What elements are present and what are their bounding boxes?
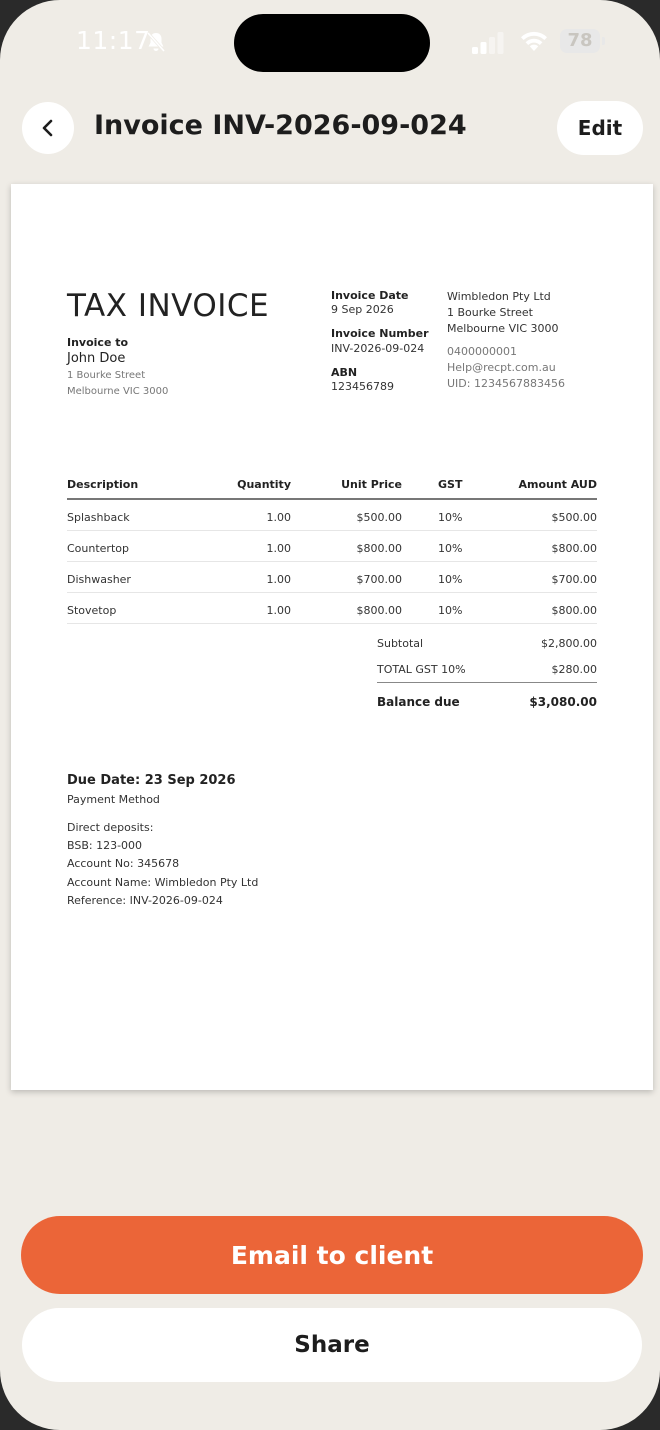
business-name: Wimbledon Pty Ltd [447,290,551,303]
item-quantity: 1.00 [266,511,291,524]
bell-slash-icon [144,30,168,54]
client-name: John Doe [67,351,126,366]
item-gst: 10% [438,573,463,586]
business-address-line-1: 1 Bourke Street [447,306,533,319]
abn-label: ABN [331,366,358,379]
item-amount: $700.00 [551,573,597,586]
business-email: Help@recpt.com.au [447,361,556,374]
table-row [67,500,597,531]
item-amount: $500.00 [551,511,597,524]
item-gst: 10% [438,542,463,555]
item-quantity: 1.00 [266,573,291,586]
edit-button[interactable]: Edit [557,101,643,155]
column-header-gst: GST [438,478,463,491]
column-header-amount: Amount AUD [518,478,597,491]
table-row [67,531,597,562]
item-description: Splashback [67,511,130,524]
status-time: 11:17 [76,26,151,55]
item-quantity: 1.00 [266,542,291,555]
subtotal-value: $2,800.00 [541,637,597,650]
payment-method-label: Payment Method [67,793,160,806]
signal-icon [472,32,504,54]
due-date: Due Date: 23 Sep 2026 [67,773,236,788]
item-description: Countertop [67,542,129,555]
item-amount: $800.00 [551,604,597,617]
table-row [67,562,597,593]
invoice-number: INV-2026-09-024 [331,342,425,355]
email-to-client-button[interactable]: Email to client [21,1216,643,1294]
dynamic-island [234,14,430,72]
payment-line: Reference: INV-2026-09-024 [67,894,223,907]
gst-total-label: TOTAL GST 10% [377,663,466,676]
subtotal-label: Subtotal [377,637,424,650]
subtotal-row [377,630,597,656]
business-uid: UID: 1234567883456 [447,377,565,390]
gst-total-row [377,656,597,683]
item-gst: 10% [438,604,463,617]
page-title: Invoice INV-2026-09-024 [94,110,467,141]
chevron-left-icon [39,119,57,137]
item-gst: 10% [438,511,463,524]
payment-line: Account Name: Wimbledon Pty Ltd [67,876,259,889]
business-phone: 0400000001 [447,345,517,358]
abn-value: 123456789 [331,380,394,393]
status-bar [0,0,660,80]
item-unit-price: $700.00 [356,573,402,586]
balance-due-label: Balance due [377,695,460,709]
payment-line: Direct deposits: [67,821,154,834]
client-address-line-2: Melbourne VIC 3000 [67,386,169,397]
item-quantity: 1.00 [266,604,291,617]
share-button[interactable]: Share [22,1308,642,1382]
item-unit-price: $500.00 [356,511,402,524]
back-button[interactable] [22,102,74,154]
column-header-description: Description [67,478,139,491]
wifi-icon [518,28,550,54]
item-description: Stovetop [67,604,117,617]
column-header-quantity: Quantity [237,478,291,491]
battery-icon [560,29,606,53]
totals-section [377,630,597,715]
line-items-table [67,474,597,624]
invoice-date: 9 Sep 2026 [331,303,394,316]
invoice-to-label: Invoice to [67,336,129,349]
invoice-preview[interactable] [11,184,653,1090]
table-header-row [67,474,597,500]
item-description: Dishwasher [67,573,131,586]
item-amount: $800.00 [551,542,597,555]
nav-header [0,96,660,160]
invoice-date-label: Invoice Date [331,289,409,302]
invoice-doc-title: TAX INVOICE [67,288,270,324]
business-address-line-2: Melbourne VIC 3000 [447,322,559,335]
item-unit-price: $800.00 [356,542,402,555]
table-row [67,593,597,624]
column-header-unit-price: Unit Price [341,478,402,491]
balance-due-value: $3,080.00 [529,695,597,709]
client-address-line-1: 1 Bourke Street [67,370,146,381]
invoice-number-label: Invoice Number [331,327,429,340]
item-unit-price: $800.00 [356,604,402,617]
battery-level: 78 [560,29,600,53]
gst-total-value: $280.00 [551,663,597,676]
payment-line: BSB: 123-000 [67,839,143,852]
payment-line: Account No: 345678 [67,857,180,870]
balance-due-row [377,683,597,715]
